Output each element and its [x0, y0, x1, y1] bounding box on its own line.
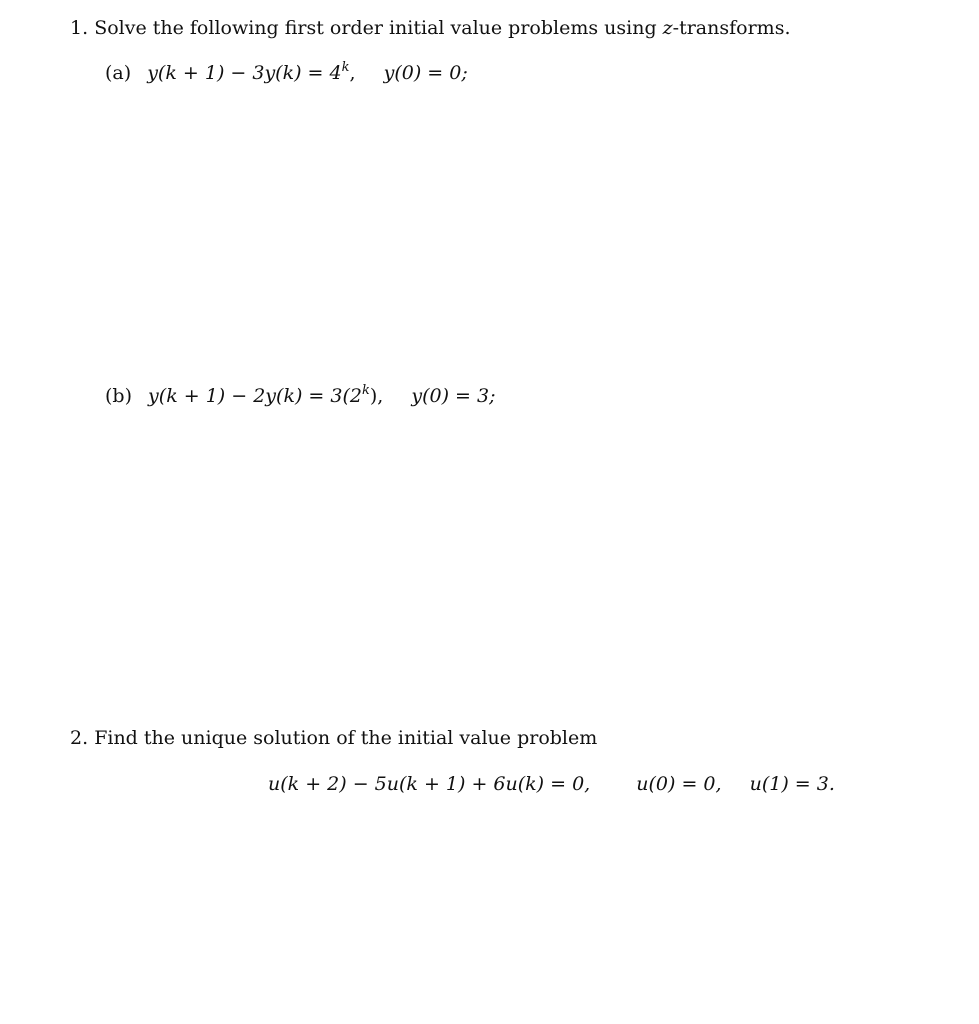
problem-1a [105, 61, 468, 85]
problem-1-number: 1. [70, 17, 89, 39]
problem-1b [105, 384, 496, 408]
problem-2-equation: u(k + 2) − 5u(k + 1) + 6u(k) = 0, [268, 773, 591, 795]
problem-1a-label: (a) [105, 62, 132, 84]
problem-1b-exponent: k [361, 383, 370, 398]
problem-1-text: Solve the following first order initial value problems using [94, 17, 657, 39]
problem-2-statement [70, 726, 597, 750]
problem-2-equation-line [268, 772, 835, 796]
problem-1b-equation: y(k + 1) − 2y(k) = 3(2 [148, 385, 362, 407]
problem-1-variable: z [662, 17, 673, 39]
problem-1a-initial-condition: y(0) = 0; [383, 62, 468, 84]
problem-1a-equation: y(k + 1) − 3y(k) = 4 [147, 62, 342, 84]
problem-1-text-after: -transforms. [672, 17, 791, 39]
problem-2-text: Find the unique solution of the initial value problem [94, 727, 598, 749]
problem-2-number: 2. [70, 727, 89, 749]
problem-1a-separator: , [349, 62, 356, 84]
problem-1b-close: ), [369, 385, 384, 407]
problem-1b-label: (b) [105, 385, 132, 407]
problem-1-statement [70, 16, 791, 40]
problem-2-condition-1: u(0) = 0, [636, 773, 722, 795]
problem-1a-exponent: k [341, 60, 350, 75]
problem-1b-initial-condition: y(0) = 3; [411, 385, 496, 407]
problem-2-condition-2: u(1) = 3. [749, 773, 835, 795]
